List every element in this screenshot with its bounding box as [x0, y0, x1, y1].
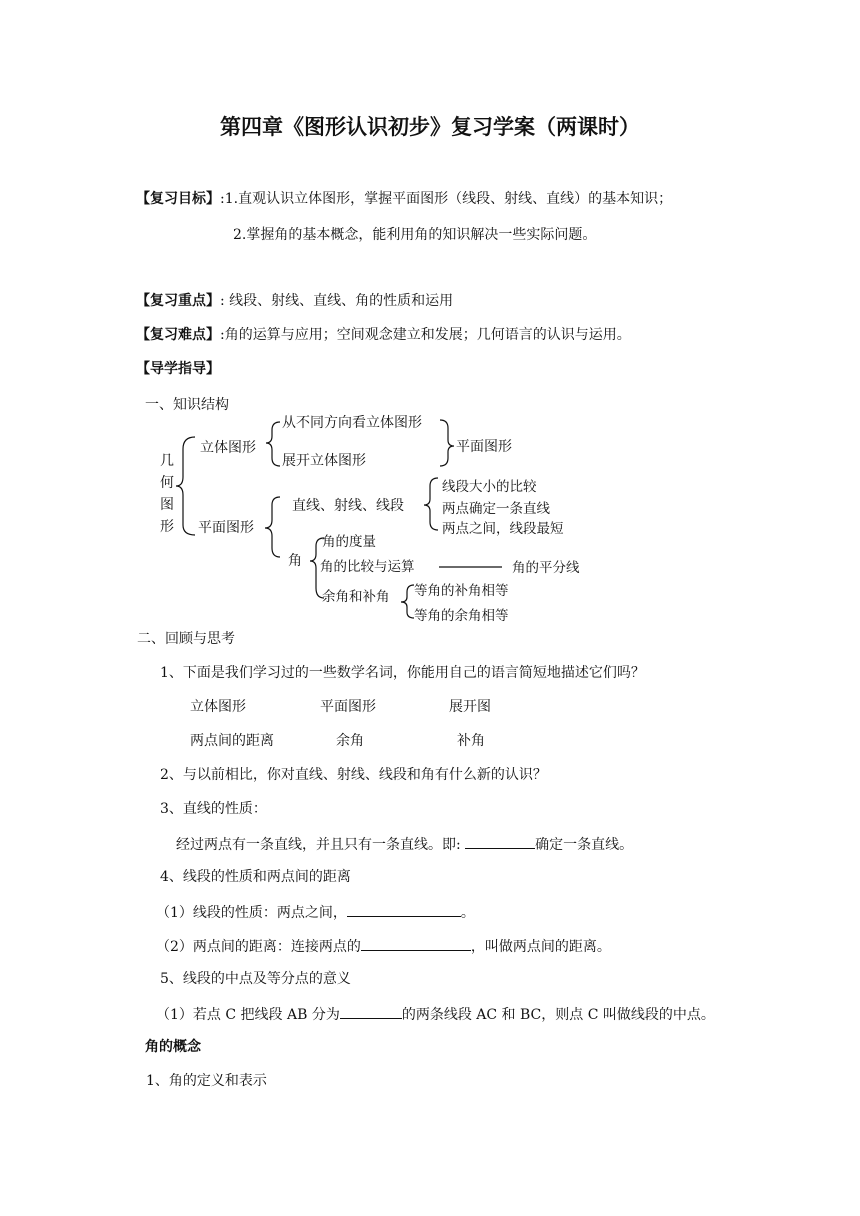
question-5-1	[156, 1004, 715, 1024]
key-points-text: : 线段、射线、直线、角的性质和运用	[220, 293, 454, 309]
term: 补角	[457, 733, 485, 749]
q3-text-a: 经过两点有一条直线，并且只有一条直线。即:	[176, 837, 466, 853]
difficulties-text: :角的运算与应用；空间观念建立和发展；几何语言的认识与运用。	[220, 327, 631, 343]
q5-1-text-b: 的两条线段 AC 和 BC，则点 C 叫做线段的中点。	[401, 1007, 715, 1023]
tree-comp-child: 等角的补角相等	[414, 583, 509, 599]
page-title: 第四章《图形认识初步》复习学案（两课时）	[220, 114, 640, 139]
guide-label: 【导学指导】	[136, 361, 220, 377]
question-5: 5、线段的中点及等分点的意义	[160, 971, 351, 987]
tree-lines-child: 两点确定一条直线	[442, 501, 550, 517]
tree-solid-result: 平面图形	[456, 439, 512, 455]
question-4-2	[156, 936, 611, 956]
q4-1-text-b: 。	[460, 905, 475, 921]
answer-blank[interactable]	[465, 834, 535, 849]
q4-2-text-a: （2）两点间的距离：连接两点的	[156, 939, 361, 955]
angle-concept-heading: 角的概念	[145, 1039, 201, 1055]
question-2: 2、与以前相比，你对直线、射线、线段和角有什么新的认识？	[160, 767, 547, 783]
question-1: 1、下面是我们学习过的一些数学名词，你能用自己的语言简短地描述它们吗？	[160, 665, 645, 681]
q4-1-text-a: （1）线段的性质：两点之间，	[156, 905, 347, 921]
term: 展开图	[449, 699, 491, 715]
q4-2-text-b: ，叫做两点间的距离。	[470, 939, 611, 955]
term: 两点间的距离	[190, 733, 274, 749]
objectives-text-2: 2.掌握角的基本概念，能利用角的知识解决一些实际问题。	[233, 227, 597, 243]
section-review: 二、回顾与思考	[137, 631, 235, 647]
tree-lines-child: 两点之间，线段最短	[442, 521, 564, 537]
tree-solid-child: 从不同方向看立体图形	[282, 415, 422, 431]
question-4: 4、线段的性质和两点间的距离	[160, 869, 351, 885]
answer-blank[interactable]	[340, 1004, 402, 1019]
tree-angle-child: 角的度量	[322, 534, 376, 550]
tree-angle-child: 余角和补角	[322, 589, 390, 605]
section-knowledge-structure: 一、知识结构	[145, 397, 229, 413]
tree-solid-child: 展开立体图形	[282, 453, 366, 469]
question-3-statement	[176, 834, 633, 854]
answer-blank[interactable]	[361, 936, 471, 951]
tree-root-char: 几	[160, 453, 174, 469]
objectives-label: 【复习目标】	[136, 191, 220, 207]
tree-lines-child: 线段大小的比较	[442, 479, 537, 495]
tree-angle: 角	[288, 553, 302, 569]
tree-plane: 平面图形	[198, 520, 254, 536]
question-3: 3、直线的性质：	[160, 801, 267, 817]
tree-root-char: 形	[160, 519, 174, 535]
answer-blank[interactable]	[347, 902, 461, 917]
term: 平面图形	[320, 699, 376, 715]
question-4-1	[156, 902, 475, 922]
term: 立体图形	[190, 699, 246, 715]
tree-lines: 直线、射线、线段	[292, 498, 404, 514]
q5-1-text-a: （1）若点 C 把线段 AB 分为	[156, 1007, 340, 1023]
objectives-text-1: :1.直观认识立体图形，掌握平面图形（线段、射线、直线）的基本知识；	[220, 191, 673, 207]
q3-text-b: 确定一条直线。	[535, 837, 634, 853]
tree-comp-child: 等角的余角相等	[414, 608, 509, 624]
difficulties-label: 【复习难点】	[136, 327, 220, 343]
tree-angle-bisector: 角的平分线	[512, 560, 580, 576]
tree-solid: 立体图形	[200, 440, 256, 456]
tree-root-char: 图	[160, 497, 174, 513]
tree-root-char: 何	[160, 475, 174, 491]
key-points-label: 【复习重点】	[136, 293, 220, 309]
angle-question-1: 1、角的定义和表示	[146, 1073, 267, 1089]
tree-angle-child: 角的比较与运算	[320, 559, 415, 575]
term: 余角	[336, 733, 364, 749]
